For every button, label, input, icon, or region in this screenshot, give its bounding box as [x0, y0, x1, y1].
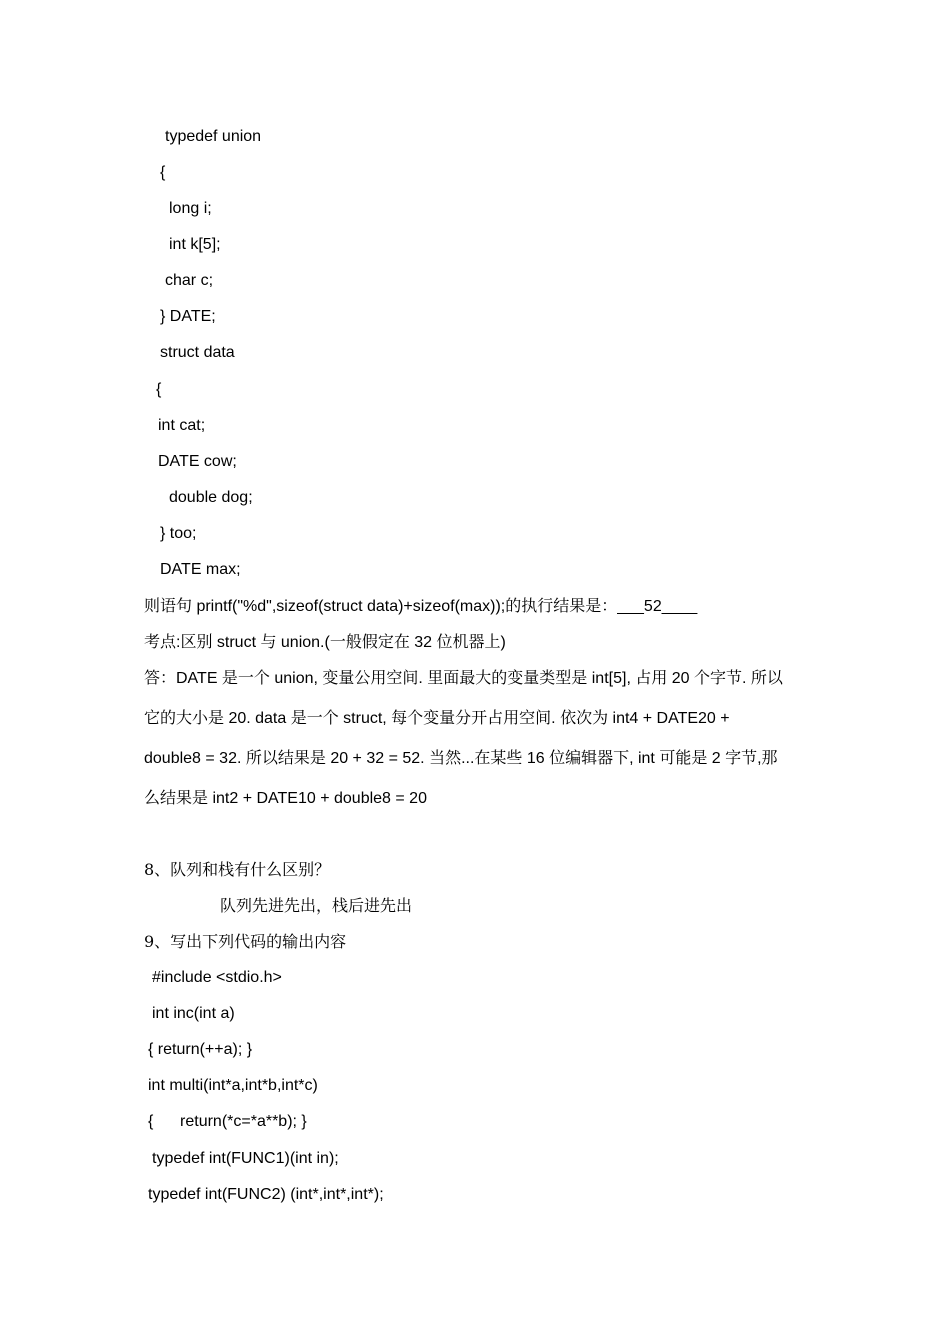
answer-line: 答：DATE 是一个 union, 变量公用空间. 里面最大的变量类型是 int[5], 占用 20 个字节. 所以 — [144, 670, 783, 687]
code-line: long i; — [169, 200, 212, 217]
code-line: #include <stdio.h> — [152, 969, 282, 986]
code-line: int multi(int*a,int*b,int*c) — [148, 1077, 318, 1094]
question-title: 9、写出下列代码的输出内容 — [144, 932, 347, 951]
code-line: DATE max; — [160, 561, 241, 578]
key-point: 考点:区别 struct 与 union.(一般假定在 32 位机器上) — [144, 634, 506, 651]
answer-line: double8 = 32. 所以结果是 20 + 32 = 52. 当然...在某些 16 位编辑器下, int 可能是 2 字节,那 — [144, 750, 778, 767]
code-line: { — [160, 164, 166, 181]
answer-line: 么结果是 int2 + DATE10 + double8 = 20 — [144, 790, 427, 807]
code-line: typedef int(FUNC1)(int in); — [152, 1150, 339, 1167]
code-line: char c; — [165, 272, 214, 289]
code-line: DATE cow; — [158, 453, 237, 470]
code-line: { return(*c=*a**b); } — [148, 1113, 307, 1130]
code-line: } DATE; — [160, 308, 216, 325]
question-title: 8、队列和栈有什么区别？ — [144, 860, 331, 879]
code-line: typedef int(FUNC2) (int*,int*,int*); — [148, 1186, 384, 1203]
code-line: int cat; — [158, 417, 206, 434]
code-line: double dog; — [169, 489, 253, 506]
answer-line: 它的大小是 20. data 是一个 struct, 每个变量分开占用空间. 依次为 int4 + DATE20 + — [144, 710, 730, 727]
question-answer: 队列先进先出，栈后进先出 — [220, 896, 413, 915]
code-line: int inc(int a) — [152, 1005, 235, 1022]
question-statement: 则语句 printf("%d",sizeof(struct data)+sizeof(max));的执行结果是：___52____ — [144, 598, 698, 615]
code-line: int k[5]; — [169, 236, 221, 253]
code-line: } too; — [160, 525, 197, 542]
code-line: { return(++a); } — [148, 1041, 253, 1058]
code-line: struct data — [160, 344, 235, 361]
code-line: { — [156, 381, 162, 398]
code-line: typedef union — [165, 128, 262, 145]
